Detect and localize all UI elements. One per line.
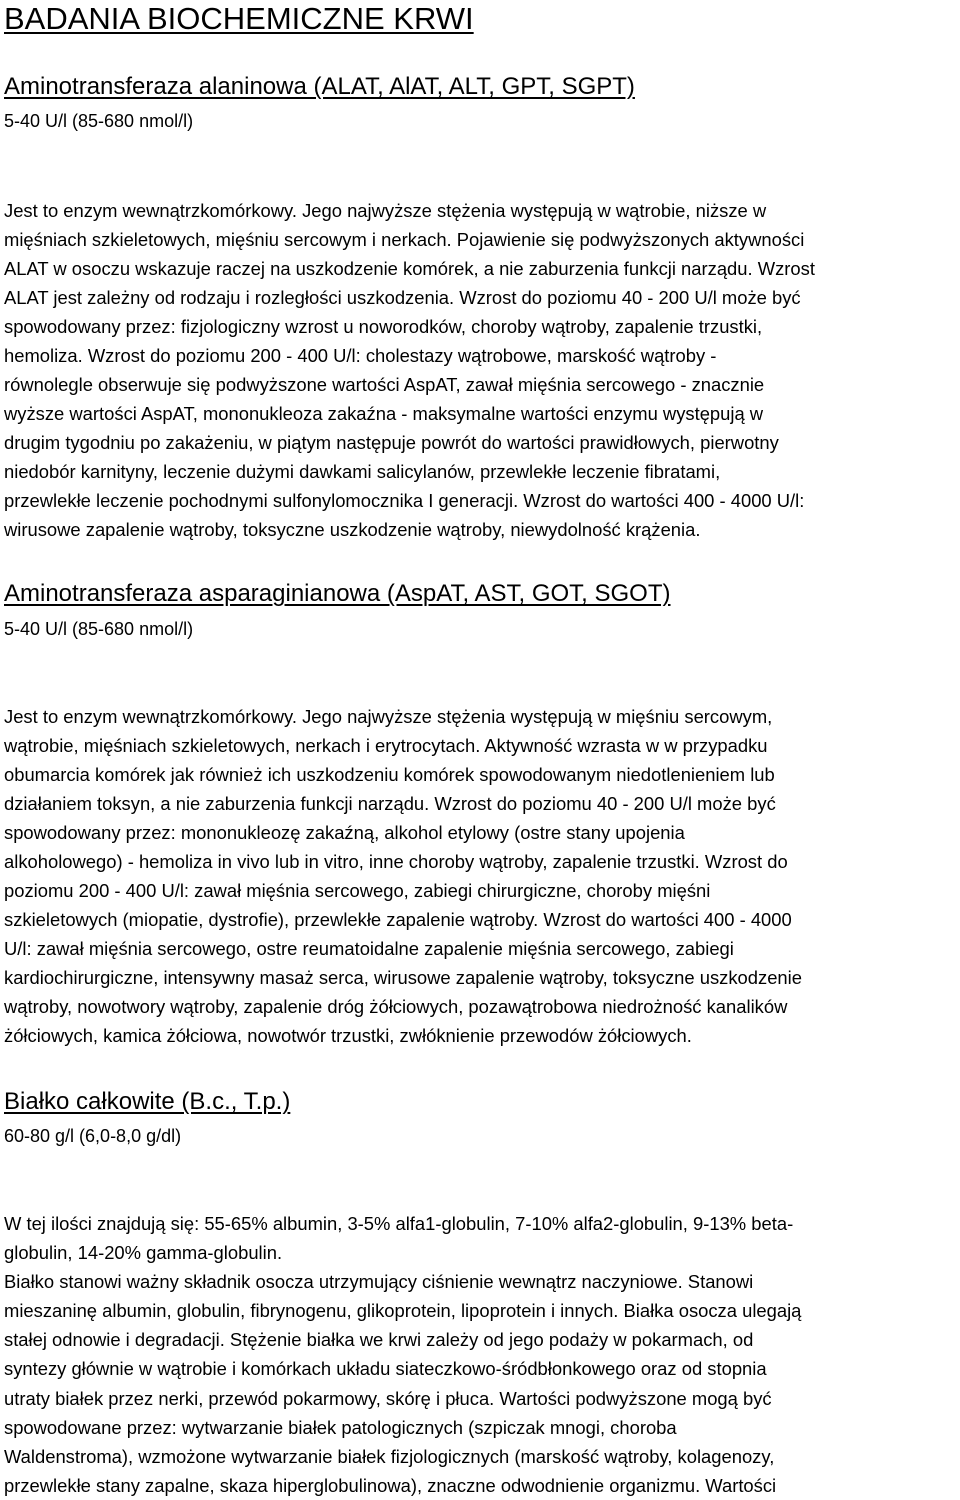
section-heading-alat: Aminotransferaza alaninowa (ALAT, AlAT, ALT, GPT, SGPT) bbox=[4, 73, 635, 100]
document-title: BADANIA BIOCHEMICZNE KRWI bbox=[4, 1, 474, 36]
reference-range-aspat: 5-40 U/l (85-680 nmol/l) bbox=[4, 619, 194, 639]
reference-range-alat: 5-40 U/l (85-680 nmol/l) bbox=[4, 111, 194, 131]
section-body-alat: Jest to enzym wewnątrzkomórkowy. Jego najwyższe stężenia występują w wątrobie, niższe w mięśniach szkieletowych, mięśniu sercowym i nerkach. Pojawienie się podwyższonych aktywności ALAT w osoczu wskazuje raczej na uszkodzenie komórek, a nie zaburzenia funkcji narządu. Wzrost ALAT jest zależny od rodzaju i rozległości uszkodzenia. Wzrost do poziomu 40 - 200 U/l może być spowodowany przez: fizjologiczny wzrost u noworodków, choroby wątroby, zapalenie trzustki, hemoliza. Wzrost do poziomu 200 - 400 U/l: cholestazy wątrobowe, marskość wątroby - równolegle obserwuje się podwyższone wartości AspAT, zawał mięśnia sercowego - znacznie wyższe wartości AspAT, mononukleoza zakaźna - maksymalne wartości enzymu występują w drugim tygodniu po zakażeniu, w piątym następuje powrót do wartości prawidłowych, pierwotny niedobór karnityny, leczenie dużymi dawkami salicylanów, przewlekłe leczenie fibratami, przewlekłe leczenie pochodnymi sulfonylomocznika I generacji. Wzrost do wartości 400 - 4000 U/l: wirusowe zapalenie wątroby, toksyczne uszkodzenie wątroby, niewydolność krążenia. bbox=[4, 200, 815, 540]
section-body-aspat: Jest to enzym wewnątrzkomórkowy. Jego najwyższe stężenia występują w mięśniu sercowym, wątrobie, mięśniach szkieletowych, nerkach i erytrocytach. Aktywność wzrasta w w przypadku obumarcia komórek jak również ich uszkodzeniu komórek spowodowanym niedotlenieniem lub działaniem toksyn, a nie zaburzenia funkcji narządu. Wzrost do poziomu 40 - 200 U/l może być spowodowany przez: mononukleozę zakaźną, alkohol etylowy (ostre stany upojenia alkoholowego) - hemoliza in vivo lub in vitro, inne choroby wątroby, zapalenie trzustki. Wzrost do poziomu 200 - 400 U/l: zawał mięśnia sercowego, zabiegi chirurgiczne, choroby mięśni szkieletowych (miopatie, dystrofie), przewlekłe zapalenie wątroby. Wzrost do wartości 400 - 4000 U/l: zawał mięśnia sercowego, ostre reumatoidalne zapalenie mięśnia sercowego, zabiegi kardiochirurgiczne, intensywny masaż serca, wirusowe zapalenie wątroby, toksyczne uszkodzenie wątroby, nowotwory wątroby, zapalenie dróg żółciowych, pozawątrobowa niedrożność kanalików żółciowych, kamica żółciowa, nowotwór trzustki, zwłóknienie przewodów żółciowych. bbox=[4, 706, 802, 1046]
reference-range-total-protein: 60-80 g/l (6,0-8,0 g/dl) bbox=[4, 1126, 182, 1146]
section-heading-total-protein: Białko całkowite (B.c., T.p.) bbox=[4, 1088, 291, 1115]
section-body-total-protein: W tej ilości znajdują się: 55-65% albumin, 3-5% alfa1-globulin, 7-10% alfa2-globulin, 9-13% beta- globulin, 14-20% gamma-globulin. Białko stanowi ważny składnik osocza utrzymujący ciśnienie wewnątrz naczyniowe. Stanowi mieszaninę albumin, globulin, fibrynogenu, glikoprotein, lipoprotein i innych. Białka osocza ulegają stałej odnowie i degradacji. Stężenie białka we krwi zależy od jego podaży w pokarmach, od syntezy głównie w wątrobie i komórkach układu siateczkowo-śródbłonkowego oraz od stopnia utraty białek przez nerki, przewód pokarmowy, skórę i płuca. Wartości podwyższone mogą być spowodowane przez: wytwarzanie białek patologicznych (szpiczak mnogi, choroba Waldenstroma), wzmożone wytwarzanie białek fizjologicznych (marskość wątroby, kolagenozy, przewlekłe stany zapalne, skaza hiperglobulinowa), znaczne odwodnienie organizmu. Wartości bbox=[4, 1213, 802, 1496]
section-heading-aspat: Aminotransferaza asparaginianowa (AspAT, AST, GOT, SGOT) bbox=[4, 580, 671, 607]
